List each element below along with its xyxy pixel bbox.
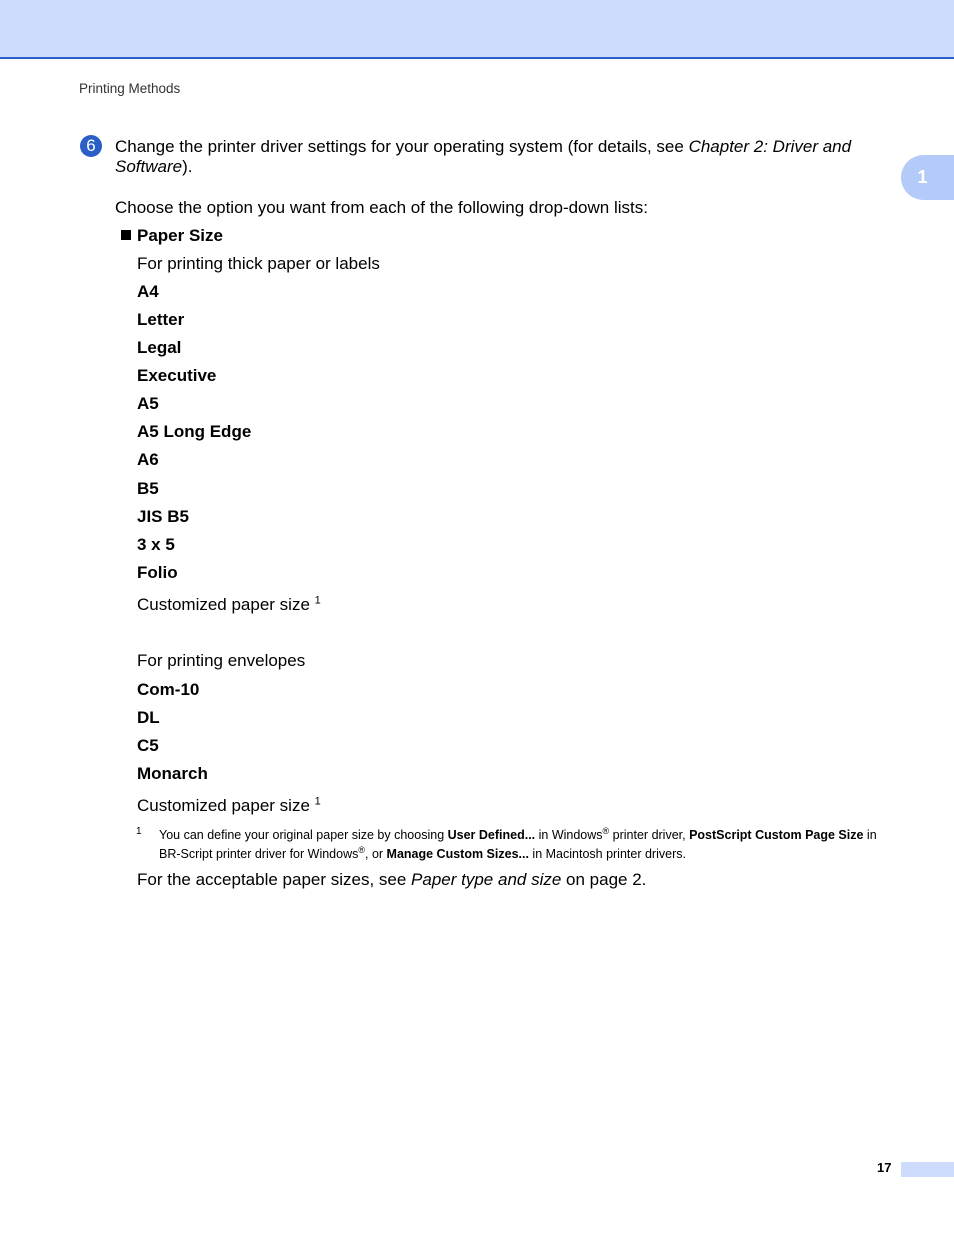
footnote-text: printer driver, bbox=[609, 828, 690, 842]
footnote-ref[interactable]: 1 bbox=[314, 594, 321, 607]
custom-size-label-1 bbox=[137, 595, 321, 615]
header-band bbox=[0, 0, 954, 59]
paper-size-item: Executive bbox=[137, 366, 217, 385]
envelope-size-item: DL bbox=[137, 708, 160, 727]
paper-size-item: A5 bbox=[137, 394, 159, 413]
paper-size-item: JIS B5 bbox=[137, 507, 189, 526]
bullet-square-icon bbox=[121, 230, 131, 240]
custom-size-text: Customized paper size bbox=[137, 796, 310, 815]
footnote-text: , or bbox=[365, 847, 387, 861]
paper-size-item: A5 Long Edge bbox=[137, 422, 252, 441]
page-number: 17 bbox=[877, 1160, 892, 1175]
footnote-line2 bbox=[159, 844, 686, 861]
step-text-prefix: Change the printer driver settings for your operating system (for details, see bbox=[115, 137, 689, 156]
paper-size-item: Folio bbox=[137, 563, 178, 582]
footnote-text: BR-Script printer driver for Windows bbox=[159, 847, 359, 861]
footnote-text: in bbox=[863, 828, 877, 842]
section-title: Paper Size bbox=[137, 226, 223, 245]
step-number-badge: 6 bbox=[80, 135, 102, 157]
closing-text bbox=[137, 870, 646, 890]
envelope-size-item: C5 bbox=[137, 736, 159, 755]
paper-size-item: A6 bbox=[137, 450, 159, 469]
paper-size-item: B5 bbox=[137, 479, 159, 498]
footnote-bold-term: PostScript Custom Page Size bbox=[689, 828, 864, 842]
closing-prefix: For the acceptable paper sizes, see bbox=[137, 870, 412, 889]
footnote-bold-term: User Defined... bbox=[447, 828, 536, 842]
group1-label: For printing thick paper or labels bbox=[137, 254, 380, 273]
closing-suffix: on page 2. bbox=[561, 870, 647, 889]
chapter-tab: 1 bbox=[901, 155, 954, 200]
footnote-text: in Windows bbox=[535, 828, 603, 842]
registered-mark: ® bbox=[358, 844, 365, 855]
envelope-size-item: Com-10 bbox=[137, 680, 200, 699]
paper-size-item: Legal bbox=[137, 338, 182, 357]
footnote-text: in Macintosh printer drivers. bbox=[528, 847, 686, 861]
intro-text: Choose the option you want from each of the following drop-down lists: bbox=[115, 198, 648, 217]
footnote-number: 1 bbox=[136, 826, 142, 837]
footnote-text: You can define your original paper size by choosing bbox=[159, 828, 448, 842]
footnote-ref[interactable]: 1 bbox=[314, 795, 321, 808]
footnote-bold-term: Manage Custom Sizes... bbox=[386, 847, 529, 861]
custom-size-text: Customized paper size bbox=[137, 595, 310, 614]
group2-label: For printing envelopes bbox=[137, 651, 306, 670]
footnote-line1 bbox=[159, 825, 877, 842]
paper-size-item: 3 x 5 bbox=[137, 535, 175, 554]
step-text-line1 bbox=[115, 137, 851, 157]
page-number-bar bbox=[901, 1162, 954, 1177]
registered-mark: ® bbox=[602, 825, 610, 836]
paper-size-item: A4 bbox=[137, 282, 159, 301]
closing-ref-link[interactable]: Paper type and size bbox=[411, 870, 562, 889]
custom-size-label-2 bbox=[137, 796, 321, 816]
step-ref-part1[interactable]: Chapter 2: Driver and bbox=[688, 137, 852, 156]
envelope-size-item: Monarch bbox=[137, 764, 208, 783]
step-text-suffix: ). bbox=[182, 157, 193, 176]
step-text-line2 bbox=[115, 157, 192, 177]
step-ref-part2[interactable]: Software bbox=[115, 157, 183, 176]
running-head: Printing Methods bbox=[79, 81, 181, 96]
paper-size-item: Letter bbox=[137, 310, 185, 329]
